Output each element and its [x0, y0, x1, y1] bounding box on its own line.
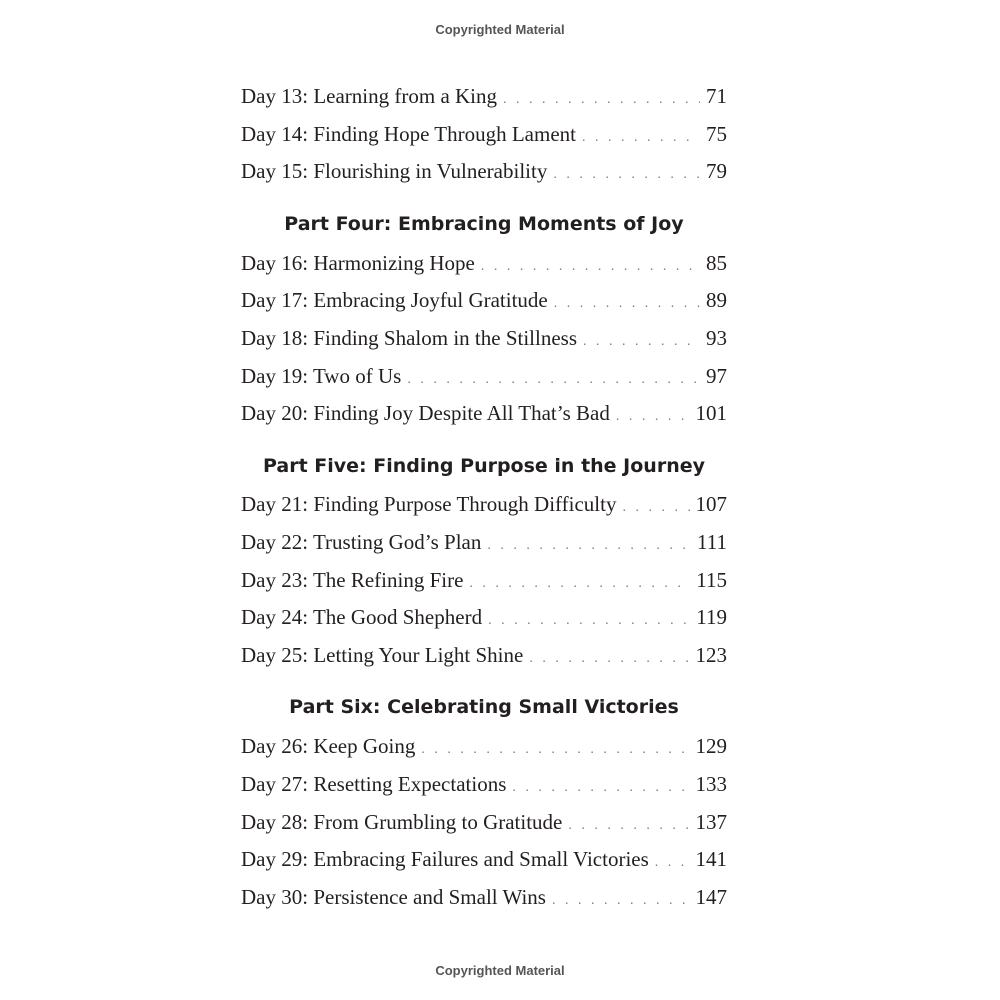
- toc-entry-title: Day 29: Embracing Failures and Small Victories: [241, 847, 649, 871]
- dot-leader: [552, 886, 690, 916]
- toc-entry[interactable]: [241, 398, 727, 428]
- toc-entry[interactable]: [241, 248, 727, 278]
- toc-entry-page: 93: [706, 326, 727, 350]
- dot-leader: [622, 493, 689, 523]
- toc-entry-title: Day 30: Persistence and Small Wins: [241, 885, 546, 909]
- toc-entry-title: Day 27: Resetting Expectations: [241, 772, 507, 796]
- toc-entry[interactable]: [241, 81, 727, 111]
- dot-leader: [488, 606, 690, 636]
- toc-entry-page: 111: [697, 530, 727, 554]
- dot-leader: [421, 735, 689, 765]
- toc-entry[interactable]: [241, 119, 727, 149]
- toc-entry-page: 119: [696, 605, 727, 629]
- toc-entry[interactable]: [241, 156, 727, 186]
- toc-entry-title: Day 23: The Refining Fire: [241, 568, 464, 592]
- toc-entry[interactable]: [241, 323, 727, 353]
- dot-leader: [583, 327, 700, 357]
- toc-entry-page: 89: [706, 288, 727, 312]
- toc-entry-page: 79: [706, 159, 727, 183]
- toc-entry-title: Day 21: Finding Purpose Through Difficulty: [241, 492, 617, 516]
- toc-entry-title: Day 25: Letting Your Light Shine: [241, 643, 524, 667]
- toc-entry[interactable]: [241, 844, 727, 874]
- toc-entry-title: Day 28: From Grumbling to Gratitude: [241, 810, 563, 834]
- toc-entry[interactable]: [241, 361, 727, 391]
- toc-entry-page: 101: [695, 401, 727, 425]
- dot-leader: [407, 365, 700, 395]
- toc-entry-page: 133: [695, 772, 727, 796]
- toc-entry-page: 141: [695, 847, 727, 871]
- dot-leader: [503, 85, 700, 115]
- copyright-watermark-top: Copyrighted Material: [435, 22, 565, 37]
- toc-entry-page: 75: [706, 122, 727, 146]
- dot-leader: [512, 773, 689, 803]
- dot-leader: [655, 848, 690, 878]
- toc-entry-title: Day 26: Keep Going: [241, 734, 416, 758]
- toc-entry-title: Day 22: Trusting God’s Plan: [241, 530, 482, 554]
- toc-entry-page: 123: [695, 643, 727, 667]
- toc-entry[interactable]: [241, 527, 727, 557]
- toc-entry-page: 107: [695, 492, 727, 516]
- part-five-heading: Part Five: Finding Purpose in the Journey: [262, 455, 706, 477]
- toc-entry-title: Day 18: Finding Shalom in the Stillness: [241, 326, 578, 350]
- toc-entry-title: Day 24: The Good Shepherd: [241, 605, 483, 629]
- toc-entry-title: Day 17: Embracing Joyful Gratitude: [241, 288, 548, 312]
- toc-entry[interactable]: [241, 489, 727, 519]
- toc-entry[interactable]: [241, 731, 727, 761]
- dot-leader: [616, 402, 690, 432]
- toc-entry[interactable]: [241, 285, 727, 315]
- toc-entry[interactable]: [241, 882, 727, 912]
- part-four-heading: Part Four: Embracing Moments of Joy: [284, 213, 684, 235]
- dot-leader: [553, 160, 700, 190]
- toc-entry-page: 147: [695, 885, 727, 909]
- toc-entry-page: 85: [706, 251, 727, 275]
- toc-entry-title: Day 20: Finding Joy Despite All That’s Bad: [241, 401, 610, 425]
- toc-entry-title: Day 16: Harmonizing Hope: [241, 251, 475, 275]
- toc-entry-title: Day 13: Learning from a King: [241, 84, 498, 108]
- toc-entry-page: 137: [695, 810, 727, 834]
- dot-leader: [481, 252, 700, 282]
- dot-leader: [469, 569, 690, 599]
- toc-entry-page: 71: [706, 84, 727, 108]
- copyright-watermark-bottom: Copyrighted Material: [435, 963, 565, 978]
- dot-leader: [568, 811, 689, 841]
- toc-entry[interactable]: [241, 807, 727, 837]
- toc-entry[interactable]: [241, 640, 727, 670]
- toc-entry-title: Day 19: Two of Us: [241, 364, 402, 388]
- dot-leader: [582, 123, 700, 153]
- toc-entry-page: 115: [696, 568, 727, 592]
- part-six-heading: Part Six: Celebrating Small Victories: [289, 696, 679, 718]
- toc-entry[interactable]: [241, 565, 727, 595]
- toc-entry[interactable]: [241, 769, 727, 799]
- toc-entry-title: Day 14: Finding Hope Through Lament: [241, 122, 576, 146]
- toc-entry[interactable]: [241, 602, 727, 632]
- toc-entry-title: Day 15: Flourishing in Vulnerability: [241, 159, 548, 183]
- dot-leader: [487, 531, 691, 561]
- toc-entry-page: 97: [706, 364, 727, 388]
- dot-leader: [554, 289, 700, 319]
- dot-leader: [529, 644, 689, 674]
- toc-entry-page: 129: [695, 734, 727, 758]
